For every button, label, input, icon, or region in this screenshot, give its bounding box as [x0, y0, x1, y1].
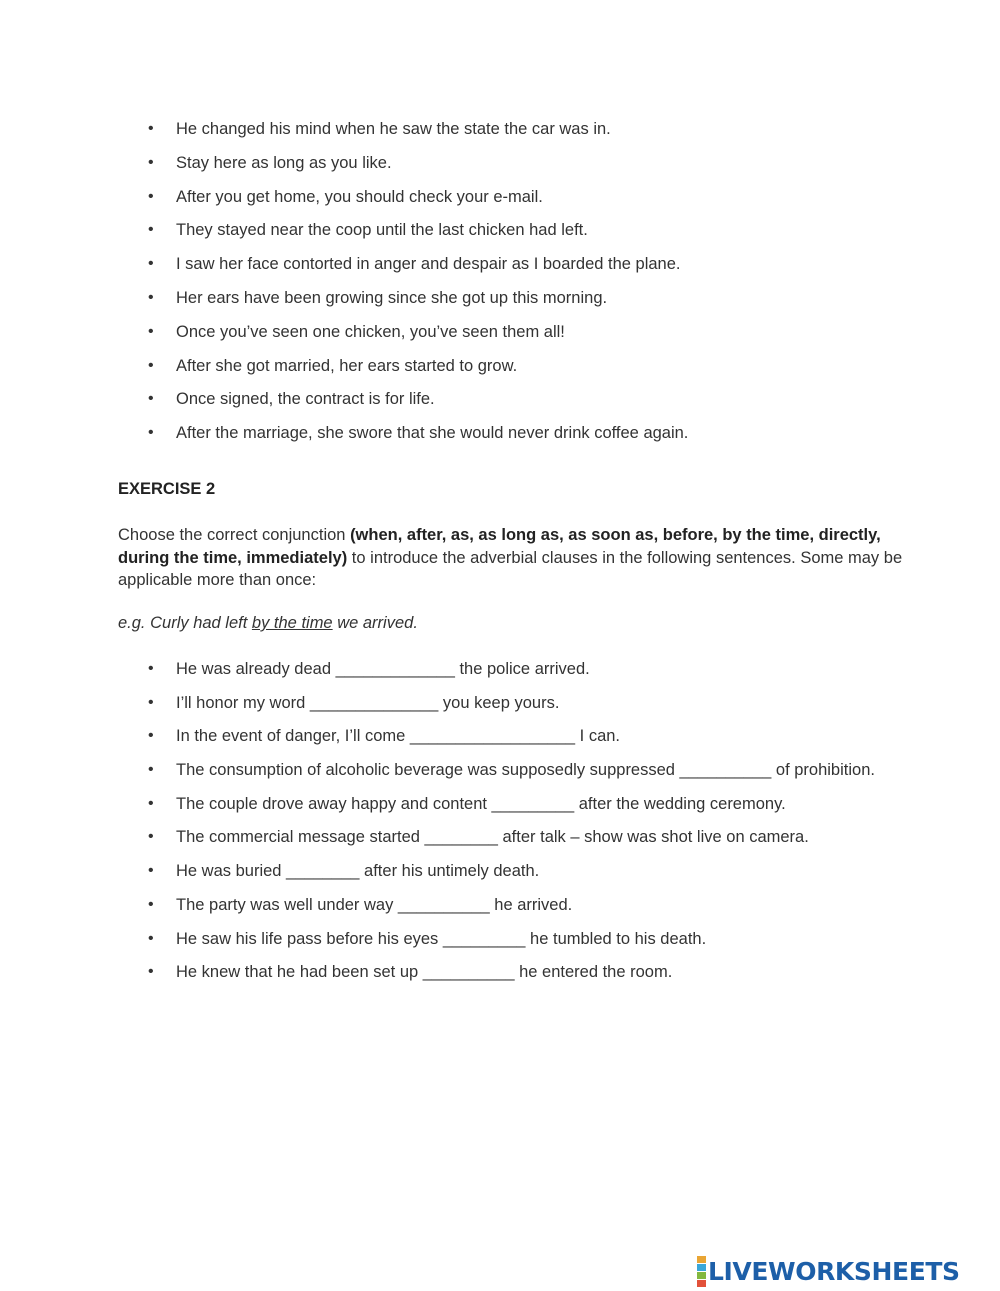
exercise1-sentence-list [148, 119, 688, 457]
list-item: • After she got married, her ears started to grow. [148, 356, 688, 390]
list-item: • Once you’ve seen one chicken, you’ve seen them all! [148, 322, 688, 356]
list-item: • They stayed near the coop until the last chicken had left. [148, 220, 688, 254]
list-item: • He was already dead _____________ the police arrived. [148, 659, 875, 693]
list-item: • The commercial message started ________ after talk – show was shot live on camera. [148, 827, 875, 861]
logo-block [697, 1264, 706, 1271]
list-item: • He saw his life pass before his eyes _________ he tumbled to his death. [148, 929, 875, 963]
logo-text: LIVEWORKSHEETS [708, 1256, 960, 1286]
list-item: • After you get home, you should check your e-mail. [148, 187, 688, 221]
example-sentence [118, 614, 418, 633]
example-suffix: we arrived. [332, 614, 418, 632]
exercise2-sentence-list [148, 659, 875, 996]
list-item: • Her ears have been growing since she got up this morning. [148, 288, 688, 322]
example-answer: by the time [251, 614, 333, 632]
liveworksheets-logo [697, 1256, 960, 1286]
list-item: • He was buried ________ after his untimely death. [148, 861, 875, 895]
exercise-heading: EXERCISE 2 [118, 480, 216, 498]
conjunction-options: (when, after, as, as long as, as soon as, before, by the time, directly, during the time, immediately) [118, 526, 881, 567]
exercise-instructions [118, 524, 908, 592]
example-prefix: e.g. Curly had left [118, 614, 252, 632]
list-item: • He changed his mind when he saw the state the car was in. [148, 119, 688, 153]
list-item: • The party was well under way __________ he arrived. [148, 895, 875, 929]
list-item: • I saw her face contorted in anger and despair as I boarded the plane. [148, 254, 688, 288]
list-item: • Once signed, the contract is for life. [148, 389, 688, 423]
list-item: • In the event of danger, I’ll come __________________ I can. [148, 726, 875, 760]
logo-block [697, 1272, 706, 1279]
list-item: • After the marriage, she swore that she would never drink coffee again. [148, 423, 688, 457]
logo-block [697, 1280, 706, 1287]
logo-blocks-icon [697, 1256, 706, 1287]
list-item: • He knew that he had been set up __________ he entered the room. [148, 962, 875, 996]
list-item: • I’ll honor my word ______________ you keep yours. [148, 693, 875, 727]
logo-block [697, 1256, 706, 1263]
instructions-text: Choose the correct conjunction [118, 526, 351, 544]
list-item: • The couple drove away happy and content _________ after the wedding ceremony. [148, 794, 875, 828]
instructions-text-end: to introduce the adverbial clauses in the following sentences. Some may be applicable more than once: [118, 548, 903, 589]
list-item: • Stay here as long as you like. [148, 153, 688, 187]
list-item: • The consumption of alcoholic beverage was supposedly suppressed __________ of prohibition. [148, 760, 875, 794]
